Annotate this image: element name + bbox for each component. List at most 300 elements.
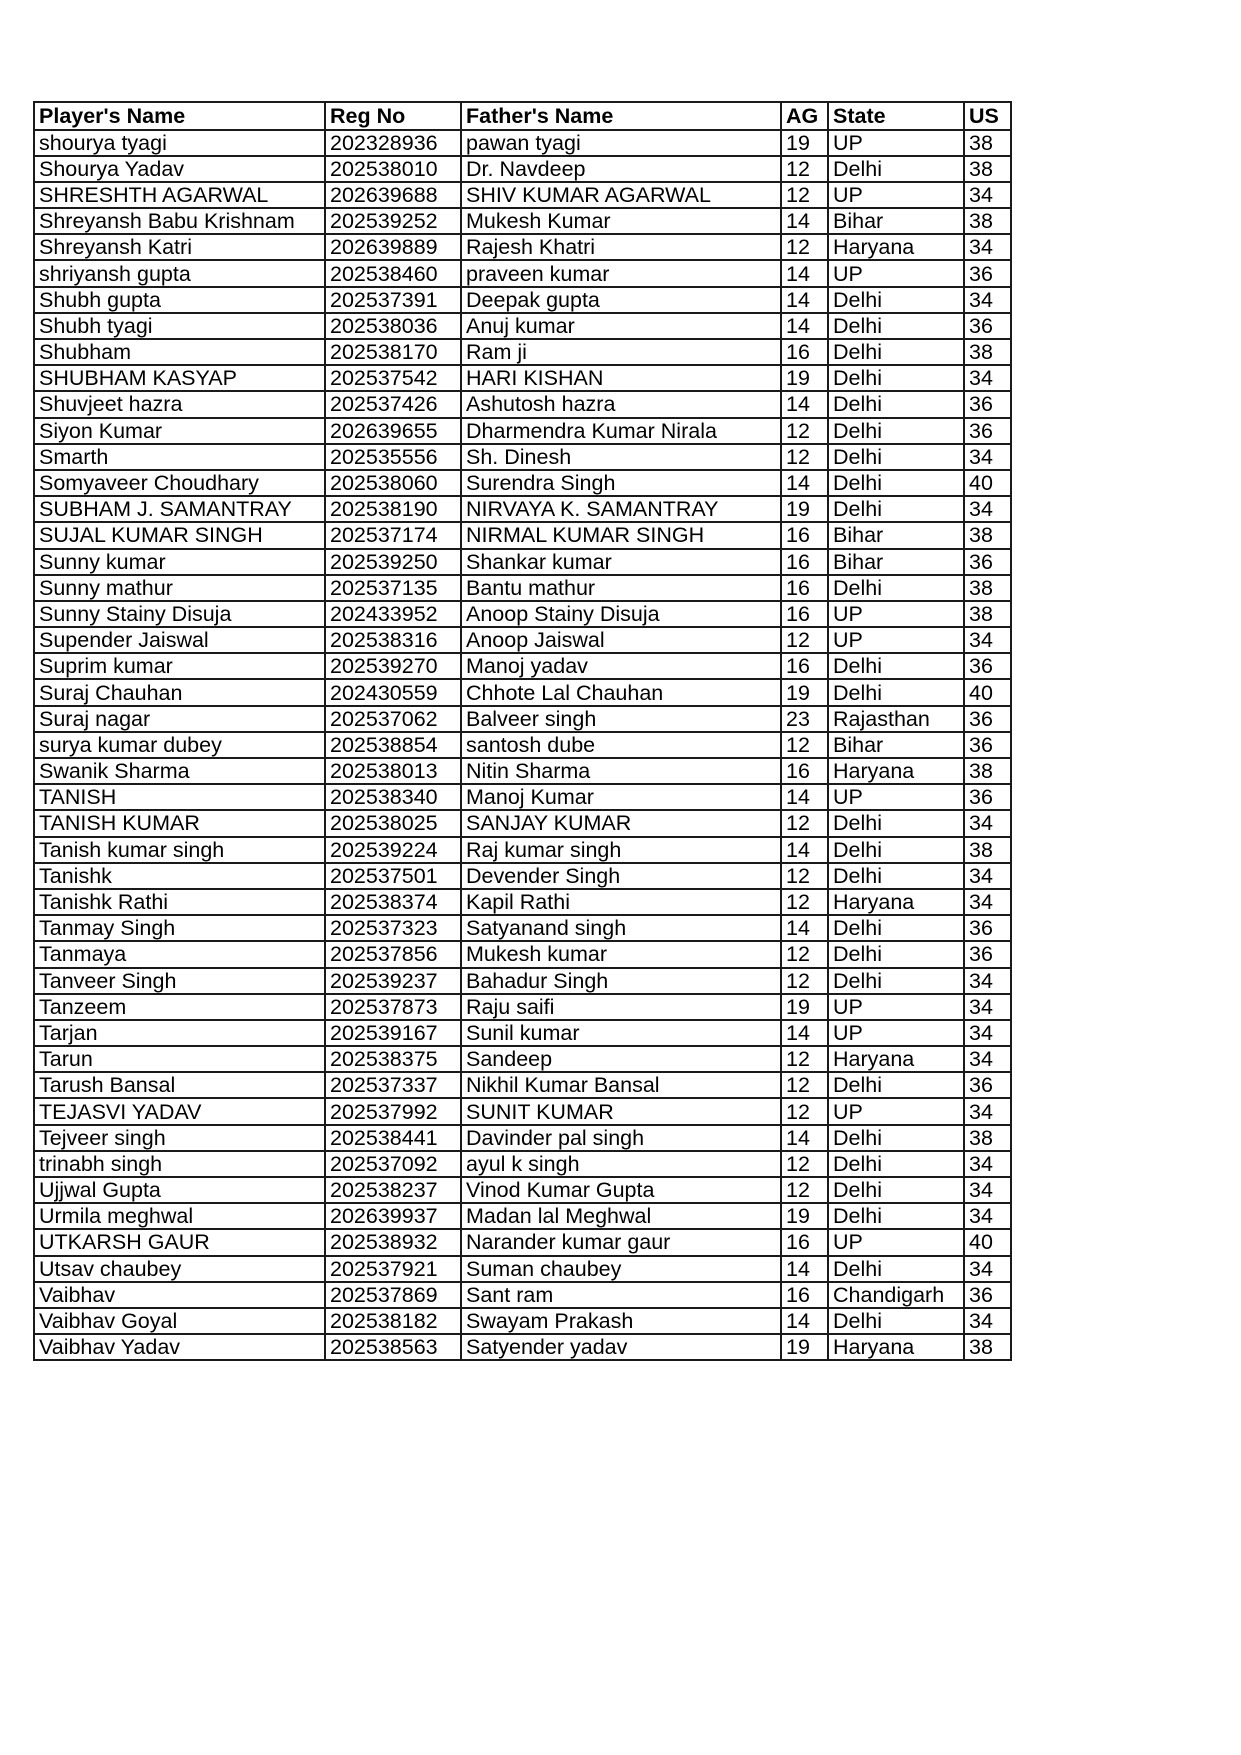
table-row	[34, 1203, 1011, 1229]
reg-no-cell: 202538060	[325, 470, 461, 496]
reg-no-cell: 202537174	[325, 522, 461, 548]
player-name-cell: TEJASVI YADAV	[34, 1098, 325, 1124]
age-group-cell: 19	[781, 994, 828, 1020]
age-group-cell: 12	[781, 1177, 828, 1203]
table-row	[34, 627, 1011, 653]
reg-no-cell: 202537992	[325, 1098, 461, 1124]
fathers-name-cell: Shankar kumar	[461, 549, 781, 575]
player-name-cell: trinabh singh	[34, 1151, 325, 1177]
table-row	[34, 968, 1011, 994]
table-body	[34, 130, 1011, 1361]
fathers-name-cell: ayul k singh	[461, 1151, 781, 1177]
fathers-name-cell: Sunil kumar	[461, 1020, 781, 1046]
table-row	[34, 470, 1011, 496]
player-name-cell: Shubh gupta	[34, 287, 325, 313]
state-cell: Delhi	[828, 863, 964, 889]
us-cell: 36	[964, 732, 1011, 758]
table-row	[34, 182, 1011, 208]
reg-no-cell: 202538374	[325, 889, 461, 915]
fathers-name-cell: Anoop Jaiswal	[461, 627, 781, 653]
age-group-cell: 16	[781, 549, 828, 575]
table-row	[34, 679, 1011, 705]
fathers-name-cell: Manoj Kumar	[461, 784, 781, 810]
reg-no-cell: 202537501	[325, 863, 461, 889]
us-cell: 36	[964, 941, 1011, 967]
age-group-cell: 14	[781, 208, 828, 234]
player-name-cell: SUJAL KUMAR SINGH	[34, 522, 325, 548]
age-group-cell: 16	[781, 601, 828, 627]
fathers-name-cell: Rajesh Khatri	[461, 234, 781, 260]
player-name-cell: Tejveer singh	[34, 1125, 325, 1151]
reg-no-cell: 202537391	[325, 287, 461, 313]
us-cell: 38	[964, 208, 1011, 234]
fathers-name-cell: Madan lal Meghwal	[461, 1203, 781, 1229]
reg-no-cell: 202538025	[325, 810, 461, 836]
us-cell: 36	[964, 1282, 1011, 1308]
table-row	[34, 1098, 1011, 1124]
state-cell: Delhi	[828, 156, 964, 182]
state-cell: UP	[828, 784, 964, 810]
player-name-cell: Sunny Stainy Disuja	[34, 601, 325, 627]
table-row	[34, 915, 1011, 941]
age-group-cell: 12	[781, 889, 828, 915]
header-fathers-name: Father's Name	[461, 102, 781, 130]
table-row	[34, 863, 1011, 889]
us-cell: 38	[964, 601, 1011, 627]
player-name-cell: Vaibhav Yadav	[34, 1334, 325, 1360]
player-name-cell: Smarth	[34, 444, 325, 470]
state-cell: Haryana	[828, 1046, 964, 1072]
player-name-cell: Shreyansh Babu Krishnam	[34, 208, 325, 234]
fathers-name-cell: HARI KISHAN	[461, 365, 781, 391]
state-cell: Delhi	[828, 653, 964, 679]
reg-no-cell: 202538013	[325, 758, 461, 784]
us-cell: 38	[964, 1334, 1011, 1360]
header-state: State	[828, 102, 964, 130]
us-cell: 38	[964, 156, 1011, 182]
state-cell: UP	[828, 130, 964, 156]
us-cell: 38	[964, 1125, 1011, 1151]
reg-no-cell: 202537062	[325, 706, 461, 732]
player-name-cell: Sunny kumar	[34, 549, 325, 575]
age-group-cell: 12	[781, 863, 828, 889]
fathers-name-cell: Raju saifi	[461, 994, 781, 1020]
player-name-cell: Suraj nagar	[34, 706, 325, 732]
fathers-name-cell: SHIV KUMAR AGARWAL	[461, 182, 781, 208]
table-row	[34, 208, 1011, 234]
table-row	[34, 994, 1011, 1020]
us-cell: 36	[964, 706, 1011, 732]
fathers-name-cell: SANJAY KUMAR	[461, 810, 781, 836]
fathers-name-cell: Ram ji	[461, 339, 781, 365]
player-name-cell: TANISH	[34, 784, 325, 810]
state-cell: Delhi	[828, 575, 964, 601]
age-group-cell: 16	[781, 339, 828, 365]
state-cell: Chandigarh	[828, 1282, 964, 1308]
state-cell: Delhi	[828, 365, 964, 391]
state-cell: UP	[828, 1229, 964, 1255]
reg-no-cell: 202639688	[325, 182, 461, 208]
table-row	[34, 1282, 1011, 1308]
fathers-name-cell: Sant ram	[461, 1282, 781, 1308]
state-cell: Haryana	[828, 889, 964, 915]
fathers-name-cell: Mukesh Kumar	[461, 208, 781, 234]
state-cell: Delhi	[828, 470, 964, 496]
player-name-cell: Vaibhav Goyal	[34, 1308, 325, 1334]
reg-no-cell: 202538170	[325, 339, 461, 365]
us-cell: 34	[964, 234, 1011, 260]
state-cell: UP	[828, 1020, 964, 1046]
age-group-cell: 14	[781, 1125, 828, 1151]
us-cell: 34	[964, 1046, 1011, 1072]
reg-no-cell: 202537426	[325, 391, 461, 417]
age-group-cell: 16	[781, 575, 828, 601]
reg-no-cell: 202539270	[325, 653, 461, 679]
player-name-cell: Supender Jaiswal	[34, 627, 325, 653]
state-cell: Delhi	[828, 391, 964, 417]
us-cell: 34	[964, 287, 1011, 313]
table-row	[34, 496, 1011, 522]
age-group-cell: 19	[781, 365, 828, 391]
player-name-cell: Shourya Yadav	[34, 156, 325, 182]
fathers-name-cell: Surendra Singh	[461, 470, 781, 496]
player-name-cell: SUBHAM J. SAMANTRAY	[34, 496, 325, 522]
age-group-cell: 12	[781, 1098, 828, 1124]
state-cell: Delhi	[828, 915, 964, 941]
reg-no-cell: 202639937	[325, 1203, 461, 1229]
state-cell: Delhi	[828, 313, 964, 339]
fathers-name-cell: Devender Singh	[461, 863, 781, 889]
fathers-name-cell: Mukesh kumar	[461, 941, 781, 967]
state-cell: Bihar	[828, 208, 964, 234]
reg-no-cell: 202328936	[325, 130, 461, 156]
reg-no-cell: 202539167	[325, 1020, 461, 1046]
us-cell: 36	[964, 653, 1011, 679]
us-cell: 36	[964, 313, 1011, 339]
table-row	[34, 365, 1011, 391]
state-cell: Delhi	[828, 679, 964, 705]
reg-no-cell: 202538460	[325, 260, 461, 286]
table-header-row	[34, 102, 1011, 130]
state-cell: Delhi	[828, 1308, 964, 1334]
fathers-name-cell: praveen kumar	[461, 260, 781, 286]
table-row	[34, 1046, 1011, 1072]
age-group-cell: 12	[781, 444, 828, 470]
fathers-name-cell: Davinder pal singh	[461, 1125, 781, 1151]
age-group-cell: 12	[781, 418, 828, 444]
reg-no-cell: 202430559	[325, 679, 461, 705]
us-cell: 34	[964, 182, 1011, 208]
table-row	[34, 1256, 1011, 1282]
table-row	[34, 706, 1011, 732]
age-group-cell: 19	[781, 130, 828, 156]
us-cell: 38	[964, 837, 1011, 863]
age-group-cell: 16	[781, 653, 828, 679]
header-us: US	[964, 102, 1011, 130]
state-cell: Haryana	[828, 234, 964, 260]
us-cell: 34	[964, 627, 1011, 653]
reg-no-cell: 202537873	[325, 994, 461, 1020]
reg-no-cell: 202535556	[325, 444, 461, 470]
age-group-cell: 14	[781, 915, 828, 941]
us-cell: 36	[964, 784, 1011, 810]
reg-no-cell: 202538182	[325, 1308, 461, 1334]
fathers-name-cell: santosh dube	[461, 732, 781, 758]
age-group-cell: 14	[781, 784, 828, 810]
state-cell: Delhi	[828, 496, 964, 522]
age-group-cell: 14	[781, 287, 828, 313]
age-group-cell: 12	[781, 627, 828, 653]
player-name-cell: Shreyansh Katri	[34, 234, 325, 260]
fathers-name-cell: Dharmendra Kumar Nirala	[461, 418, 781, 444]
header-players-name: Player's Name	[34, 102, 325, 130]
reg-no-cell: 202538375	[325, 1046, 461, 1072]
player-name-cell: surya kumar dubey	[34, 732, 325, 758]
us-cell: 34	[964, 1308, 1011, 1334]
state-cell: Delhi	[828, 1125, 964, 1151]
table-row	[34, 889, 1011, 915]
fathers-name-cell: Bahadur Singh	[461, 968, 781, 994]
us-cell: 34	[964, 444, 1011, 470]
fathers-name-cell: Chhote Lal Chauhan	[461, 679, 781, 705]
us-cell: 36	[964, 391, 1011, 417]
table-row	[34, 1334, 1011, 1360]
reg-no-cell: 202639655	[325, 418, 461, 444]
us-cell: 40	[964, 470, 1011, 496]
table-row	[34, 837, 1011, 863]
player-name-cell: Vaibhav	[34, 1282, 325, 1308]
player-name-cell: Shubham	[34, 339, 325, 365]
state-cell: Bihar	[828, 522, 964, 548]
player-name-cell: Ujjwal Gupta	[34, 1177, 325, 1203]
header-ag: AG	[781, 102, 828, 130]
us-cell: 34	[964, 968, 1011, 994]
player-name-cell: Somyaveer Choudhary	[34, 470, 325, 496]
state-cell: Delhi	[828, 1072, 964, 1098]
age-group-cell: 12	[781, 234, 828, 260]
reg-no-cell: 202537092	[325, 1151, 461, 1177]
table-row	[34, 130, 1011, 156]
reg-no-cell: 202537337	[325, 1072, 461, 1098]
fathers-name-cell: Vinod Kumar Gupta	[461, 1177, 781, 1203]
us-cell: 34	[964, 1020, 1011, 1046]
reg-no-cell: 202538316	[325, 627, 461, 653]
table-row	[34, 444, 1011, 470]
us-cell: 34	[964, 1256, 1011, 1282]
fathers-name-cell: Nitin Sharma	[461, 758, 781, 784]
player-name-cell: Suprim kumar	[34, 653, 325, 679]
age-group-cell: 12	[781, 810, 828, 836]
state-cell: UP	[828, 182, 964, 208]
us-cell: 34	[964, 365, 1011, 391]
reg-no-cell: 202538854	[325, 732, 461, 758]
player-name-cell: Utsav chaubey	[34, 1256, 325, 1282]
state-cell: Delhi	[828, 810, 964, 836]
table-row	[34, 1072, 1011, 1098]
state-cell: Delhi	[828, 1203, 964, 1229]
table-row	[34, 156, 1011, 182]
player-name-cell: shourya tyagi	[34, 130, 325, 156]
reg-no-cell: 202539224	[325, 837, 461, 863]
reg-no-cell: 202539237	[325, 968, 461, 994]
reg-no-cell: 202538036	[325, 313, 461, 339]
us-cell: 34	[964, 810, 1011, 836]
table-row	[34, 1229, 1011, 1255]
player-name-cell: Sunny mathur	[34, 575, 325, 601]
state-cell: Haryana	[828, 1334, 964, 1360]
state-cell: UP	[828, 994, 964, 1020]
reg-no-cell: 202537135	[325, 575, 461, 601]
table-row	[34, 810, 1011, 836]
state-cell: Delhi	[828, 968, 964, 994]
reg-no-cell: 202538932	[325, 1229, 461, 1255]
reg-no-cell: 202538190	[325, 496, 461, 522]
player-roster-table	[33, 101, 1012, 1361]
player-name-cell: Tanishk Rathi	[34, 889, 325, 915]
player-name-cell: Tanzeem	[34, 994, 325, 1020]
age-group-cell: 12	[781, 182, 828, 208]
fathers-name-cell: NIRMAL KUMAR SINGH	[461, 522, 781, 548]
fathers-name-cell: Satyanand singh	[461, 915, 781, 941]
us-cell: 38	[964, 758, 1011, 784]
table-row	[34, 287, 1011, 313]
age-group-cell: 16	[781, 758, 828, 784]
player-name-cell: Suraj Chauhan	[34, 679, 325, 705]
us-cell: 38	[964, 339, 1011, 365]
state-cell: UP	[828, 1098, 964, 1124]
table-row	[34, 234, 1011, 260]
age-group-cell: 14	[781, 1308, 828, 1334]
table-row	[34, 784, 1011, 810]
fathers-name-cell: NIRVAYA K. SAMANTRAY	[461, 496, 781, 522]
age-group-cell: 19	[781, 679, 828, 705]
fathers-name-cell: Nikhil Kumar Bansal	[461, 1072, 781, 1098]
table-row	[34, 391, 1011, 417]
age-group-cell: 12	[781, 1046, 828, 1072]
state-cell: Delhi	[828, 287, 964, 313]
age-group-cell: 14	[781, 1020, 828, 1046]
table-row	[34, 260, 1011, 286]
fathers-name-cell: Suman chaubey	[461, 1256, 781, 1282]
us-cell: 34	[964, 496, 1011, 522]
reg-no-cell: 202539252	[325, 208, 461, 234]
us-cell: 34	[964, 994, 1011, 1020]
table-row	[34, 941, 1011, 967]
fathers-name-cell: Manoj yadav	[461, 653, 781, 679]
player-name-cell: shriyansh gupta	[34, 260, 325, 286]
fathers-name-cell: Kapil Rathi	[461, 889, 781, 915]
state-cell: UP	[828, 627, 964, 653]
player-name-cell: Tanish kumar singh	[34, 837, 325, 863]
state-cell: Delhi	[828, 941, 964, 967]
us-cell: 36	[964, 418, 1011, 444]
reg-no-cell: 202538563	[325, 1334, 461, 1360]
state-cell: Haryana	[828, 758, 964, 784]
age-group-cell: 16	[781, 522, 828, 548]
player-name-cell: Tanishk	[34, 863, 325, 889]
fathers-name-cell: Narander kumar gaur	[461, 1229, 781, 1255]
player-name-cell: Shuvjeet hazra	[34, 391, 325, 417]
us-cell: 36	[964, 915, 1011, 941]
table-row	[34, 601, 1011, 627]
player-name-cell: Swanik Sharma	[34, 758, 325, 784]
reg-no-cell: 202537542	[325, 365, 461, 391]
fathers-name-cell: Anuj kumar	[461, 313, 781, 339]
fathers-name-cell: Raj kumar singh	[461, 837, 781, 863]
state-cell: Delhi	[828, 837, 964, 863]
reg-no-cell: 202537856	[325, 941, 461, 967]
age-group-cell: 14	[781, 391, 828, 417]
reg-no-cell: 202537323	[325, 915, 461, 941]
age-group-cell: 23	[781, 706, 828, 732]
player-name-cell: SHUBHAM KASYAP	[34, 365, 325, 391]
state-cell: Delhi	[828, 1151, 964, 1177]
fathers-name-cell: Sandeep	[461, 1046, 781, 1072]
age-group-cell: 12	[781, 1072, 828, 1098]
fathers-name-cell: Swayam Prakash	[461, 1308, 781, 1334]
state-cell: UP	[828, 260, 964, 286]
state-cell: UP	[828, 601, 964, 627]
age-group-cell: 16	[781, 1229, 828, 1255]
player-name-cell: Tarun	[34, 1046, 325, 1072]
table-row	[34, 418, 1011, 444]
fathers-name-cell: pawan tyagi	[461, 130, 781, 156]
player-roster-sheet	[33, 101, 1012, 1361]
fathers-name-cell: Satyender yadav	[461, 1334, 781, 1360]
player-name-cell: Tarush Bansal	[34, 1072, 325, 1098]
us-cell: 38	[964, 575, 1011, 601]
us-cell: 34	[964, 1151, 1011, 1177]
us-cell: 38	[964, 130, 1011, 156]
age-group-cell: 14	[781, 470, 828, 496]
fathers-name-cell: Ashutosh hazra	[461, 391, 781, 417]
table-row	[34, 1177, 1011, 1203]
player-name-cell: Tanveer Singh	[34, 968, 325, 994]
reg-no-cell: 202538340	[325, 784, 461, 810]
state-cell: Bihar	[828, 549, 964, 575]
reg-no-cell: 202538010	[325, 156, 461, 182]
age-group-cell: 12	[781, 732, 828, 758]
us-cell: 36	[964, 1072, 1011, 1098]
reg-no-cell: 202538441	[325, 1125, 461, 1151]
player-name-cell: TANISH KUMAR	[34, 810, 325, 836]
table-row	[34, 313, 1011, 339]
state-cell: Bihar	[828, 732, 964, 758]
state-cell: Delhi	[828, 444, 964, 470]
us-cell: 40	[964, 679, 1011, 705]
age-group-cell: 12	[781, 1151, 828, 1177]
fathers-name-cell: SUNIT KUMAR	[461, 1098, 781, 1124]
table-row	[34, 1151, 1011, 1177]
player-name-cell: UTKARSH GAUR	[34, 1229, 325, 1255]
us-cell: 34	[964, 1098, 1011, 1124]
fathers-name-cell: Anoop Stainy Disuja	[461, 601, 781, 627]
us-cell: 38	[964, 522, 1011, 548]
table-row	[34, 1020, 1011, 1046]
age-group-cell: 19	[781, 1203, 828, 1229]
fathers-name-cell: Sh. Dinesh	[461, 444, 781, 470]
reg-no-cell: 202639889	[325, 234, 461, 260]
age-group-cell: 19	[781, 1334, 828, 1360]
age-group-cell: 12	[781, 156, 828, 182]
fathers-name-cell: Balveer singh	[461, 706, 781, 732]
table-row	[34, 758, 1011, 784]
fathers-name-cell: Deepak gupta	[461, 287, 781, 313]
table-row	[34, 653, 1011, 679]
state-cell: Delhi	[828, 339, 964, 365]
age-group-cell: 12	[781, 941, 828, 967]
reg-no-cell: 202433952	[325, 601, 461, 627]
